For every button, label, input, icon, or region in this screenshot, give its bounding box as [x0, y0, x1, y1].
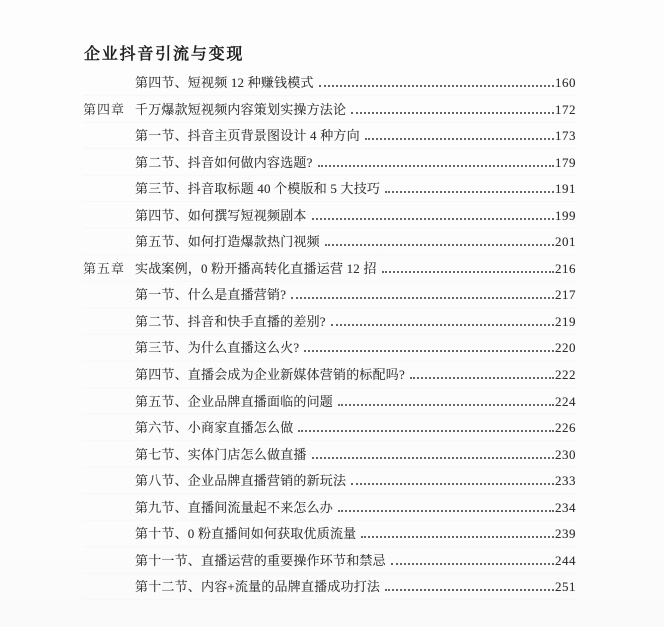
toc-entry [83, 468, 576, 495]
entry-title: 第二节、抖音如何做内容选题? [135, 154, 313, 170]
entry-title: 第一节、抖音主页背景图设计 4 种方向 [135, 128, 360, 144]
dot-leader [351, 483, 554, 485]
entry-title: 第十二节、内容+流量的品牌直播成功打法 [135, 579, 381, 595]
entry-title: 第九节、直播间流量起不来怎么办 [135, 499, 334, 515]
chapter-label: 第五章 [83, 260, 126, 276]
toc-entry [83, 203, 576, 230]
toc-entry [83, 229, 576, 256]
dot-leader [385, 191, 554, 193]
entry-page-number: 217 [555, 287, 576, 303]
entry-title: 第四节、直播会成为企业新媒体营销的标配吗? [135, 367, 405, 383]
dot-leader [291, 297, 554, 299]
dot-leader [385, 589, 554, 591]
toc-entry [83, 548, 576, 575]
dot-leader [298, 430, 554, 432]
toc-entry [83, 389, 576, 416]
toc-entry [83, 282, 576, 309]
toc-entry [83, 150, 576, 177]
entry-page-number: 179 [555, 154, 576, 170]
entry-page-number: 216 [555, 260, 576, 276]
entry-title: 第十一节、直播运营的重要操作环节和禁忌 [135, 552, 386, 568]
entry-title: 第三节、为什么直播这么火? [135, 340, 300, 356]
entry-page-number: 199 [555, 207, 576, 223]
chapter-label: 第四章 [83, 101, 126, 117]
entry-page-number: 251 [555, 579, 576, 595]
entry-title: 第二节、抖音和快手直播的差别? [135, 313, 326, 329]
dot-leader [351, 112, 554, 114]
dot-leader [312, 457, 554, 459]
entry-page-number: 224 [555, 393, 576, 409]
dot-leader [318, 165, 554, 167]
entry-page-number: 234 [555, 499, 576, 515]
entry-page-number: 219 [555, 313, 576, 329]
toc-list [83, 70, 576, 601]
entry-page-number: 226 [555, 420, 576, 436]
entry-page-number: 230 [555, 446, 576, 462]
toc-entry [83, 70, 576, 97]
toc-entry [83, 362, 576, 389]
dot-leader [319, 85, 554, 87]
book-title: 企业抖音引流与变现 [84, 46, 245, 63]
entry-page-number: 201 [555, 234, 576, 250]
entry-page-number: 172 [555, 101, 576, 117]
toc-entry [83, 123, 576, 150]
dot-leader [338, 510, 554, 512]
entry-title: 第十节、0 粉直播间如何获取优质流量 [135, 526, 357, 542]
entry-title: 第四节、短视频 12 种赚钱模式 [135, 75, 314, 90]
dot-leader [325, 244, 554, 246]
entry-title: 第六节、小商家直播怎么做 [135, 420, 294, 436]
entry-title: 第七节、实体门店怎么做直播 [135, 446, 307, 462]
entry-title: 第一节、什么是直播营销? [135, 287, 287, 303]
entry-page-number: 173 [555, 128, 576, 144]
toc-entry [83, 97, 576, 124]
dot-leader [361, 536, 554, 538]
toc-entry [83, 415, 576, 442]
entry-page-number: 239 [555, 526, 576, 542]
entry-title: 第五节、如何打造爆款热门视频 [135, 234, 320, 250]
toc-entry [83, 574, 576, 601]
entry-page-number: 160 [555, 75, 576, 90]
toc-entry [83, 335, 576, 362]
dot-leader [331, 324, 554, 326]
dot-leader [365, 138, 554, 140]
entry-page-number: 220 [555, 340, 576, 356]
entry-title: 第三节、抖音取标题 40 个模版和 5 大技巧 [135, 181, 381, 197]
dot-leader [304, 350, 554, 352]
entry-page-number: 222 [555, 367, 576, 383]
entry-title: 实战案例，0 粉开播高转化直播运营 12 招 [135, 260, 377, 276]
toc-entry [83, 256, 576, 283]
dot-leader [410, 377, 554, 379]
dot-leader [312, 218, 554, 220]
dot-leader [391, 563, 554, 565]
entry-page-number: 244 [555, 552, 576, 568]
dot-leader [338, 404, 554, 406]
toc-entry [83, 176, 576, 203]
entry-title: 第八节、企业品牌直播营销的新玩法 [135, 473, 347, 489]
entry-title: 第四节、如何撰写短视频剧本 [135, 207, 307, 223]
toc-entry [83, 495, 576, 522]
toc-entry [83, 521, 576, 548]
entry-page-number: 233 [555, 473, 576, 489]
entry-title: 千万爆款短视频内容策划实操方法论 [135, 101, 347, 117]
toc-entry [83, 442, 576, 469]
entry-page-number: 191 [555, 181, 576, 197]
entry-title: 第五节、企业品牌直播面临的问题 [135, 393, 334, 409]
toc-entry [83, 309, 576, 336]
dot-leader [382, 271, 554, 273]
